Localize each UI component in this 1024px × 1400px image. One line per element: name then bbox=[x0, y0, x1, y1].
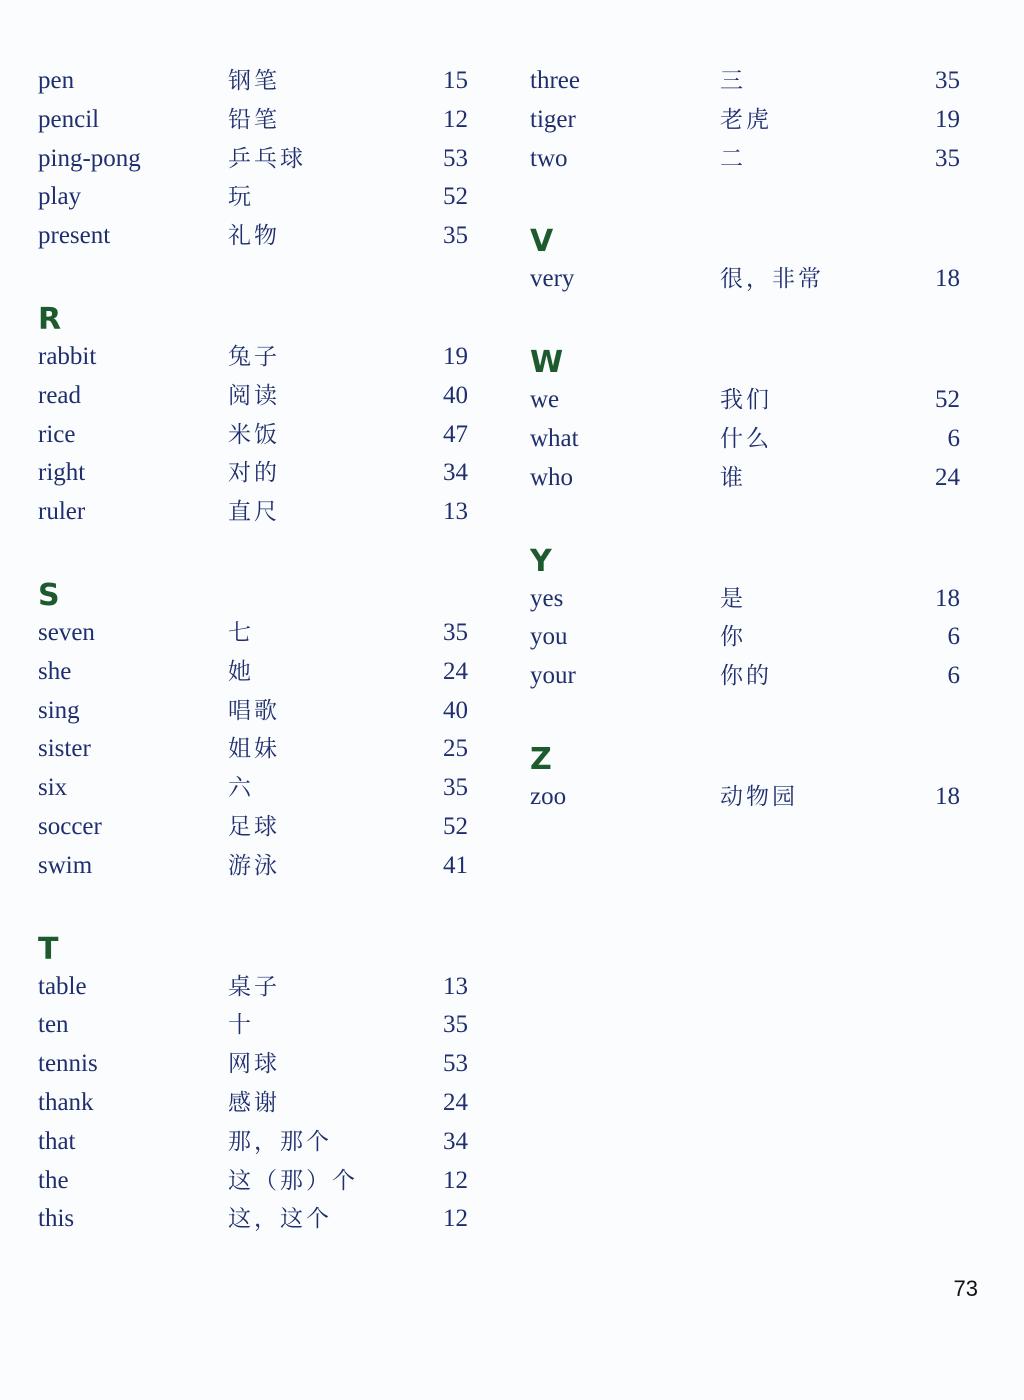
english-word: tennis bbox=[38, 1050, 98, 1078]
section-letter: V bbox=[530, 224, 554, 260]
glossary-entry bbox=[530, 140, 970, 179]
glossary-entry bbox=[38, 1045, 478, 1084]
glossary-entry bbox=[530, 657, 970, 696]
english-word: sing bbox=[38, 696, 80, 724]
section-letter: W bbox=[530, 345, 564, 381]
page-ref: 12 bbox=[443, 1166, 468, 1194]
page-ref: 35 bbox=[935, 144, 960, 172]
glossary-entry bbox=[530, 101, 970, 140]
page-ref: 12 bbox=[443, 105, 468, 133]
chinese-meaning: 桌子 bbox=[228, 973, 280, 1000]
chinese-meaning: 感谢 bbox=[228, 1089, 280, 1116]
page-ref: 19 bbox=[443, 342, 468, 370]
glossary-entry bbox=[530, 618, 970, 657]
page-ref: 40 bbox=[443, 381, 468, 409]
page-ref: 53 bbox=[443, 1050, 468, 1078]
chinese-meaning: 米饭 bbox=[228, 421, 280, 448]
glossary-entry bbox=[38, 140, 478, 179]
chinese-meaning: 十 bbox=[228, 1012, 254, 1039]
glossary-entry bbox=[38, 1084, 478, 1123]
page-ref: 6 bbox=[947, 623, 960, 651]
page-ref: 52 bbox=[443, 183, 468, 211]
english-word: seven bbox=[38, 618, 95, 646]
glossary-section bbox=[530, 742, 970, 817]
page-ref: 53 bbox=[443, 144, 468, 172]
page-ref: 18 bbox=[935, 782, 960, 810]
chinese-meaning: 唱歌 bbox=[228, 697, 280, 724]
page-ref: 24 bbox=[935, 463, 960, 491]
glossary-entry bbox=[530, 381, 970, 420]
glossary-section bbox=[530, 544, 970, 696]
page-ref: 52 bbox=[443, 812, 468, 840]
chinese-meaning: 对的 bbox=[228, 460, 280, 487]
glossary-entry bbox=[38, 338, 478, 377]
chinese-meaning: 她 bbox=[228, 658, 254, 685]
page-ref: 52 bbox=[935, 386, 960, 414]
chinese-meaning: 兔子 bbox=[228, 343, 280, 370]
page-ref: 18 bbox=[935, 265, 960, 293]
page-ref: 18 bbox=[935, 584, 960, 612]
english-word: she bbox=[38, 657, 72, 685]
glossary-section bbox=[530, 62, 970, 178]
chinese-meaning: 礼物 bbox=[228, 223, 280, 250]
glossary-entry bbox=[530, 62, 970, 101]
english-word: play bbox=[38, 183, 82, 211]
glossary-entry bbox=[38, 62, 478, 101]
glossary-section bbox=[530, 224, 970, 299]
english-word: rabbit bbox=[38, 342, 97, 370]
page-number: 73 bbox=[953, 1276, 978, 1301]
page-ref: 35 bbox=[443, 618, 468, 646]
glossary-entry bbox=[38, 692, 478, 731]
glossary-section bbox=[38, 932, 478, 1240]
section-letter: T bbox=[38, 931, 59, 967]
page-ref: 6 bbox=[947, 424, 960, 452]
chinese-meaning: 游泳 bbox=[228, 852, 280, 879]
page-ref: 12 bbox=[443, 1205, 468, 1233]
english-word: swim bbox=[38, 851, 93, 879]
glossary-entry bbox=[38, 377, 478, 416]
chinese-meaning: 三 bbox=[720, 68, 746, 94]
page-ref: 35 bbox=[443, 774, 468, 802]
page-ref: 34 bbox=[443, 1127, 468, 1155]
english-word: what bbox=[530, 424, 579, 452]
page-ref: 13 bbox=[443, 972, 468, 1000]
english-word: ten bbox=[38, 1011, 69, 1039]
glossary-entry bbox=[38, 614, 478, 653]
glossary-entry bbox=[38, 1123, 478, 1162]
page-ref: 34 bbox=[443, 459, 468, 487]
glossary-entry bbox=[38, 454, 478, 493]
english-word: sister bbox=[38, 735, 91, 763]
chinese-meaning: 二 bbox=[720, 145, 746, 172]
english-word: right bbox=[38, 459, 86, 487]
english-word: ping-pong bbox=[38, 144, 141, 172]
chinese-meaning: 动物园 bbox=[720, 783, 798, 810]
glossary-entry bbox=[38, 808, 478, 847]
english-word: ruler bbox=[38, 498, 86, 526]
glossary-entry bbox=[530, 778, 970, 817]
glossary-entry bbox=[38, 730, 478, 769]
glossary-entry bbox=[38, 1162, 478, 1201]
chinese-meaning: 铅笔 bbox=[228, 106, 280, 133]
english-word: very bbox=[530, 265, 575, 293]
english-word: zoo bbox=[530, 782, 567, 810]
chinese-meaning: 你的 bbox=[720, 663, 772, 690]
chinese-meaning: 网球 bbox=[228, 1051, 280, 1078]
section-letter: S bbox=[38, 577, 60, 613]
chinese-meaning: 我们 bbox=[720, 387, 772, 414]
glossary-entry bbox=[38, 653, 478, 692]
english-word: three bbox=[530, 67, 580, 94]
glossary-entry bbox=[530, 260, 970, 299]
glossary-entry bbox=[38, 178, 478, 217]
chinese-meaning: 直尺 bbox=[228, 499, 280, 526]
page-ref: 13 bbox=[443, 498, 468, 526]
section-letter: R bbox=[38, 301, 62, 337]
chinese-meaning: 这，这个 bbox=[228, 1206, 332, 1233]
section-letter: Z bbox=[530, 741, 552, 777]
english-word: pencil bbox=[38, 105, 100, 133]
chinese-meaning: 这（那）个 bbox=[228, 1167, 358, 1194]
section-letter: Y bbox=[530, 543, 552, 579]
glossary-column-left bbox=[38, 62, 478, 1239]
glossary-entry bbox=[38, 1200, 478, 1239]
glossary-section bbox=[38, 62, 478, 256]
glossary-entry bbox=[38, 101, 478, 140]
glossary-entry bbox=[530, 580, 970, 619]
english-word: we bbox=[530, 386, 560, 414]
chinese-meaning: 乒乓球 bbox=[228, 145, 306, 172]
glossary-section bbox=[38, 578, 478, 886]
glossary-entry bbox=[38, 769, 478, 808]
glossary-entry bbox=[530, 459, 970, 498]
english-word: two bbox=[530, 144, 568, 172]
english-word: who bbox=[530, 463, 574, 491]
chinese-meaning: 什么 bbox=[720, 425, 772, 452]
glossary-entry bbox=[38, 847, 478, 886]
english-word: the bbox=[38, 1166, 69, 1194]
english-word: table bbox=[38, 972, 87, 1000]
english-word: pen bbox=[38, 67, 75, 94]
english-word: tiger bbox=[530, 105, 576, 133]
english-word: rice bbox=[38, 420, 76, 448]
page-ref: 19 bbox=[935, 105, 960, 133]
chinese-meaning: 钢笔 bbox=[228, 68, 280, 94]
glossary-entry bbox=[38, 968, 478, 1007]
page-ref: 6 bbox=[947, 662, 960, 690]
chinese-meaning: 玩 bbox=[228, 184, 254, 211]
chinese-meaning: 阅读 bbox=[228, 382, 280, 409]
chinese-meaning: 老虎 bbox=[720, 106, 772, 133]
chinese-meaning: 是 bbox=[720, 585, 746, 612]
english-word: you bbox=[530, 623, 568, 651]
page-ref: 15 bbox=[443, 67, 468, 94]
english-word: your bbox=[530, 662, 576, 690]
page-ref: 35 bbox=[443, 1011, 468, 1039]
glossary-entry bbox=[38, 1006, 478, 1045]
page-ref: 41 bbox=[443, 851, 468, 879]
page-ref: 47 bbox=[443, 420, 468, 448]
english-word: six bbox=[38, 774, 68, 802]
chinese-meaning: 七 bbox=[228, 619, 254, 646]
chinese-meaning: 那，那个 bbox=[228, 1128, 332, 1155]
english-word: soccer bbox=[38, 812, 102, 840]
chinese-meaning: 你 bbox=[720, 624, 746, 651]
glossary-entry bbox=[38, 493, 478, 532]
page-ref: 35 bbox=[443, 222, 468, 250]
glossary-section bbox=[38, 302, 478, 532]
english-word: thank bbox=[38, 1088, 94, 1116]
chinese-meaning: 很，非常 bbox=[720, 266, 824, 293]
page-ref: 35 bbox=[935, 67, 960, 94]
english-word: this bbox=[38, 1205, 75, 1233]
page-ref: 25 bbox=[443, 735, 468, 763]
chinese-meaning: 姐妹 bbox=[228, 736, 280, 763]
chinese-meaning: 足球 bbox=[228, 813, 280, 840]
chinese-meaning: 六 bbox=[228, 775, 254, 802]
english-word: yes bbox=[530, 584, 564, 612]
chinese-meaning: 谁 bbox=[720, 464, 746, 491]
page-ref: 24 bbox=[443, 1088, 468, 1116]
glossary-entry bbox=[530, 420, 970, 459]
english-word: present bbox=[38, 222, 111, 250]
glossary-section bbox=[530, 345, 970, 497]
glossary-entry bbox=[38, 416, 478, 455]
page-ref: 40 bbox=[443, 696, 468, 724]
english-word: read bbox=[38, 381, 82, 409]
glossary-column-right bbox=[530, 62, 970, 817]
glossary-entry bbox=[38, 217, 478, 256]
english-word: that bbox=[38, 1127, 76, 1155]
page-ref: 24 bbox=[443, 657, 468, 685]
